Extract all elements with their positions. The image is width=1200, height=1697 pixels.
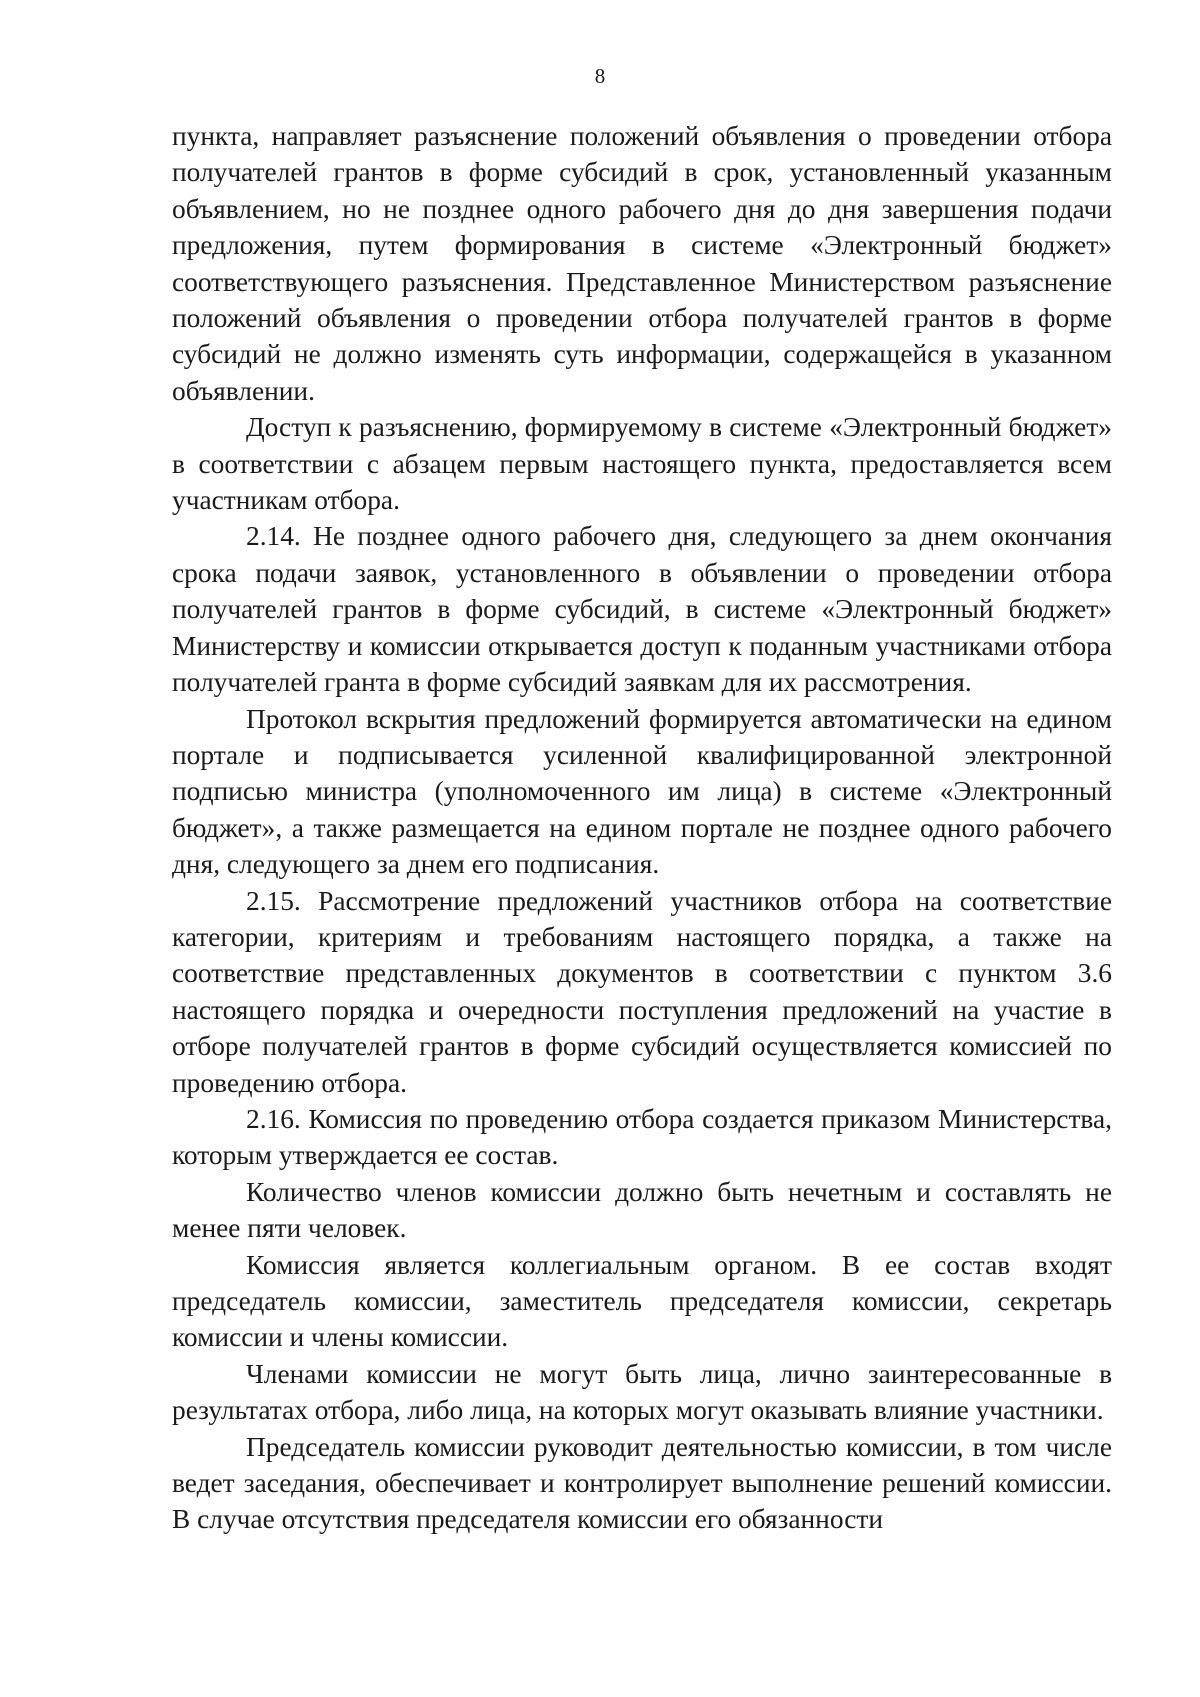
paragraph-opening-protocol: Протокол вскрытия предложений формируется автоматически на едином портале и подписывается усиленной квалифицированной электронной подписью министра (уполномоченного им лица) в системе «Электронный бюджет», а также размещается на едином портале не позднее одного рабочего дня, следующего за днем его подписания. <box>172 703 1112 880</box>
paragraph-access-clarification: Доступ к разъяснению, формируемому в системе «Электронный бюджет» в соответствии с абзацем первым настоящего пункта, предоставляется всем участникам отбора. <box>172 412 1112 516</box>
paragraph-commission-chair: Председатель комиссии руководит деятельностью комиссии, в том числе ведет заседания, обеспечивает и контролирует выполнение решений комиссии. В случае отсутствия председателя комиссии его обязанности <box>172 1431 1112 1535</box>
page-number: 8 <box>594 64 606 88</box>
paragraph-2-15: 2.15. Рассмотрение предложений участников отбора на соответствие категории, критериям и требованиям настоящего порядка, а также на соответствие представленных документов в соответствии с пунктом 3.6 настоящего порядка и очередности поступления предложений на участие в отборе получателей грантов в форме субсидий осуществляется комиссией по проведению отбора. <box>172 885 1112 1098</box>
document-body <box>172 118 1112 1538</box>
paragraph-2-16: 2.16. Комиссия по проведению отбора создается приказом Министерства, которым утверждается ее состав. <box>172 1103 1112 1171</box>
paragraph-commission-composition: Комиссия является коллегиальным органом. В ее состав входят председатель комиссии, заместитель председателя комиссии, секретарь комиссии и члены комиссии. <box>172 1249 1112 1353</box>
paragraph-commission-members: Членами комиссии не могут быть лица, лично заинтересованные в результатах отбора, либо лица, на которых могут оказывать влияние участники. <box>172 1358 1112 1426</box>
paragraph-commission-size: Количество членов комиссии должно быть нечетным и составлять не менее пяти человек. <box>172 1176 1112 1244</box>
paragraph-2-14: 2.14. Не позднее одного рабочего дня, следующего за днем окончания срока подачи заявок, установленного в объявлении о проведении отбора получателей грантов в форме субсидий, в системе «Электронный бюджет» Министерству и комиссии открывается доступ к поданным участниками отбора получателей гранта в форме субсидий заявкам для их рассмотрения. <box>172 521 1112 698</box>
paragraph-continuation: пункта, направляет разъяснение положений объявления о проведении отбора получателей грантов в форме субсидий в срок, установленный указанным объявлением, но не позднее одного рабочего дня до дня завершения подачи предложения, путем формирования в системе «Электронный бюджет» соответствующего разъяснения. Представленное Министерством разъяснение положений объявления о проведении отбора получателей грантов в форме субсидий не должно изменять суть информации, содержащейся в указанном объявлении. <box>172 121 1112 406</box>
